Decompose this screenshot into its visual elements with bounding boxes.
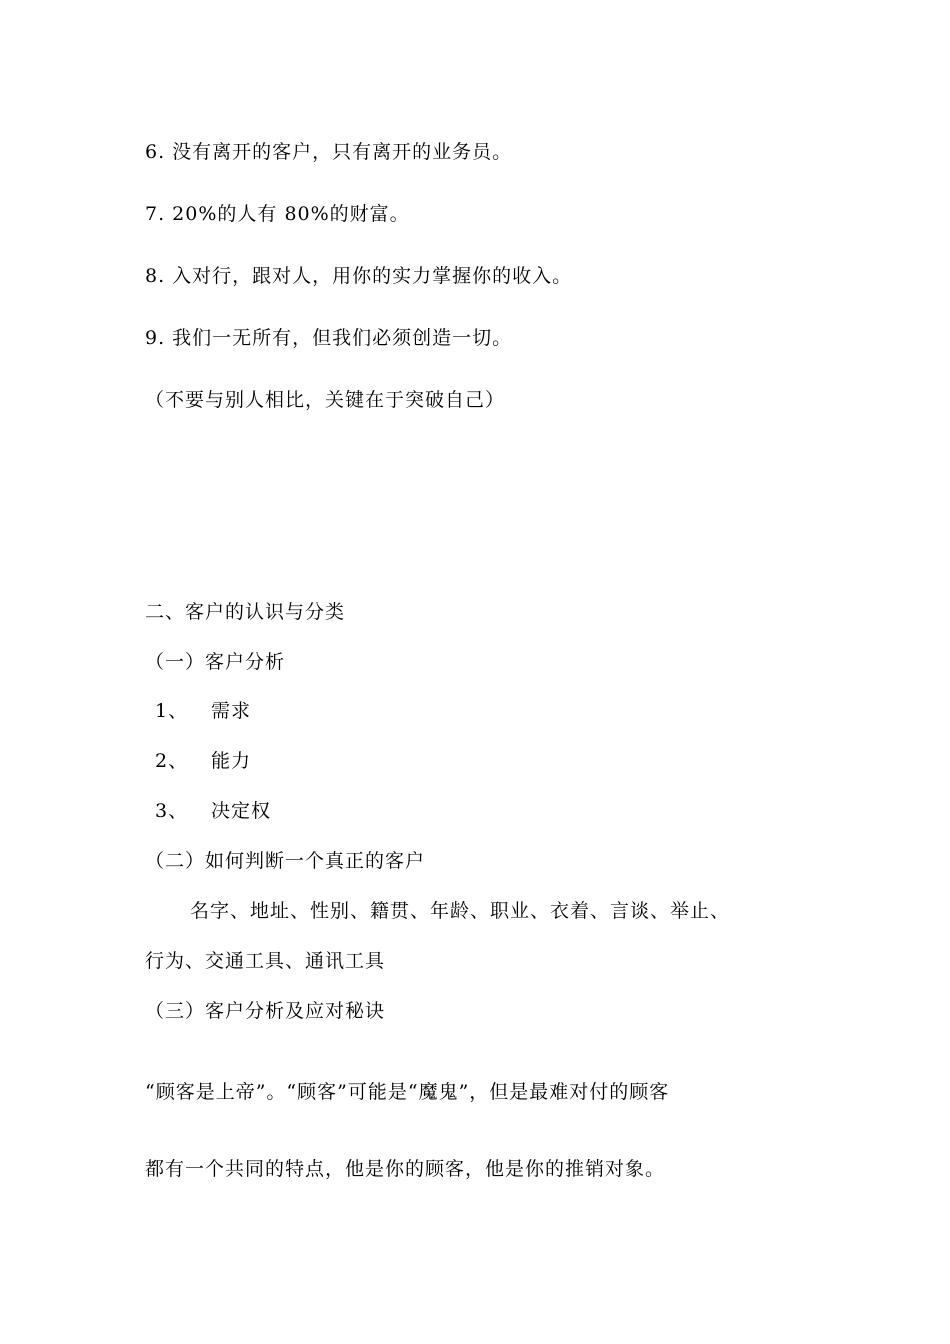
list-item bbox=[155, 699, 251, 723]
list-item-number: 1、 bbox=[155, 700, 189, 722]
list-item-label: 需求 bbox=[211, 700, 252, 722]
subsection-title-2: （二）如何判断一个真正的客户 bbox=[145, 850, 426, 872]
paragraph-line: “顾客是上帝”。“顾客”可能是“魔鬼”，但是最难对付的顾客 bbox=[145, 1081, 670, 1103]
paragraph-line: 行为、交通工具、通讯工具 bbox=[145, 950, 386, 972]
subsection-title-3: （三）客户分析及应对秘诀 bbox=[145, 1000, 386, 1022]
section-title: 二、客户的认识与分类 bbox=[145, 601, 346, 623]
list-item-8: 8. 入对行，跟对人，用你的实力掌握你的收入。 bbox=[145, 265, 573, 287]
paragraph-line: 名字、地址、性别、籍贯、年龄、职业、衣着、言谈、举止、 bbox=[190, 900, 731, 922]
list-item-7: 7. 20%的人有 80%的财富。 bbox=[145, 203, 410, 225]
paragraph-line: 都有一个共同的特点，他是你的顾客，他是你的推销对象。 bbox=[145, 1158, 666, 1180]
list-item bbox=[155, 799, 271, 823]
list-item-6: 6. 没有离开的客户，只有离开的业务员。 bbox=[145, 141, 513, 163]
list-item-9: 9. 我们一无所有，但我们必须创造一切。 bbox=[145, 327, 513, 349]
list-item-number: 3、 bbox=[155, 800, 189, 822]
list-item bbox=[155, 749, 251, 773]
list-item-label: 决定权 bbox=[211, 800, 272, 822]
subsection-title-1: （一）客户分析 bbox=[145, 651, 286, 673]
list-item-label: 能力 bbox=[211, 750, 252, 772]
list-item-number: 2、 bbox=[155, 750, 189, 772]
note-text: （不要与别人相比，关键在于突破自己） bbox=[145, 389, 506, 411]
